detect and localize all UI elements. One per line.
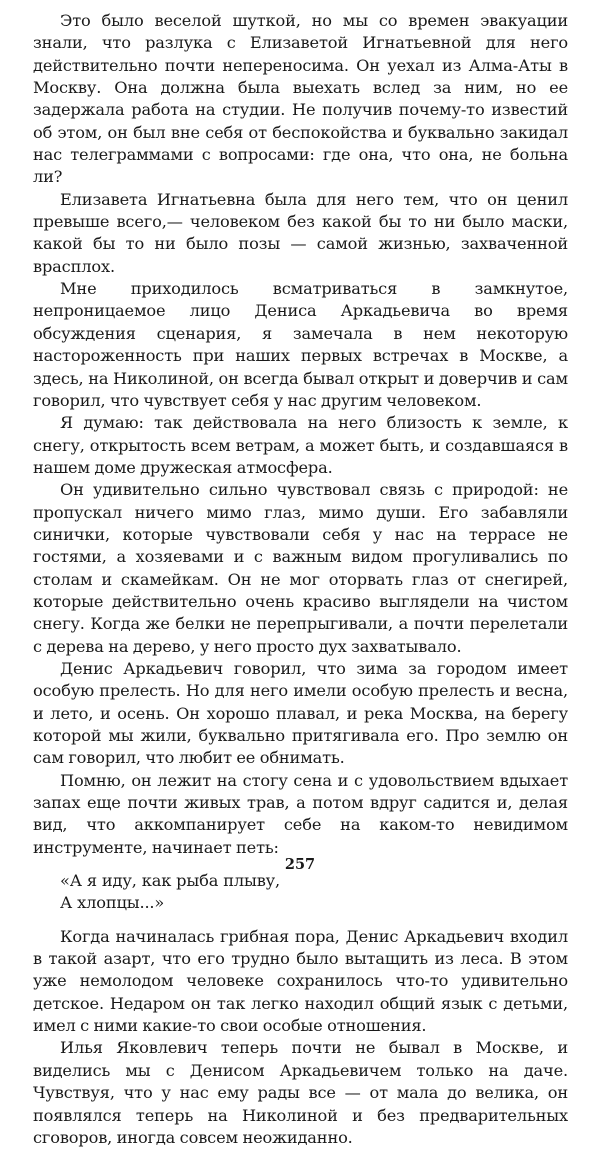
paragraph: Денис Аркадьевич говорил, что зима за городом имеет особую прелесть. Но для него имели особую прелесть и весна, и лето, и осень. Он хорошо плавал, и река Москва, на берегу которой мы жили, буквально притягивала его. Про землю он сам говорил, что любит ее обнимать.: [33, 658, 568, 768]
paragraph: Когда начиналась грибная пора, Денис Аркадьевич входил в такой азарт, что его трудно было вытащить из леса. В этом уже немолодом человеке сохранилось что-то удивительно детское. Недаром он так легко находил общий язык с детьми, имел с ними какие-то свои особые отношения.: [33, 926, 568, 1036]
song-line: А хлопцы...»: [60, 893, 165, 913]
song-quote: [60, 870, 568, 915]
paragraph: Елизавета Игнатьевна была для него тем, что он ценил превыше всего,— человеком без какой бы то ни было маски, какой бы то ни было позы — самой жизнью, захваченной врасплох.: [33, 189, 568, 276]
paragraph: Он удивительно сильно чувствовал связь с природой: не пропускал ничего мимо глаз, мимо души. Его забавляли синички, которые чувствовали себя у нас на террасе не гостями, а хозяевами и с важным видом прогуливались по столам и скамейкам. Он не мог оторвать глаз от снегирей, которые действительно очень красиво выглядели на чистом снегу. Когда же белки не перепрыгивали, а почти перелетали с дерева на дерево, у него просто дух захватывало.: [33, 480, 568, 656]
paragraph: Помню, он лежит на стогу сена и с удовольствием вдыхает запах еще почти живых трав, а потом вдруг садится и, делая вид, что аккомпанирует себе на каком-то невидимом инструменте, начинает петь:: [33, 770, 568, 857]
paragraph: Я думаю: так действовала на него близость к земле, к снегу, открытость всем ветрам, а может быть, и создавшаяся в нашем доме дружеская атмосфера.: [33, 413, 568, 477]
song-line: «А я иду, как рыба плыву,: [60, 871, 281, 891]
page-body: [33, 10, 568, 1149]
page-number: 257: [284, 856, 316, 873]
paragraph: Это было веселой шуткой, но мы со времен эвакуации знали, что разлука с Елизаветой Игнатьевной для него действительно почти непереносима. Он уехал из Алма-Аты в Москву. Она должна была выехать вслед за ним, но ее задержала работа на студии. Не получив почему-то известий об этом, он был вне себя от беспокойства и буквально закидал нас телеграммами с вопросами: где она, что она, не больна ли?: [33, 11, 568, 187]
paragraph: Илья Яковлевич теперь почти не бывал в Москве, и виделись мы с Денисом Аркадьевичем только на даче. Чувствуя, что у нас ему рады все — от мала до велика, он появлялся теперь на Николиной и без предварительных сговоров, иногда совсем неожиданно.: [33, 1038, 568, 1147]
paragraph: Мне приходилось всматриваться в замкнутое, непроницаемое лицо Дениса Аркадьевича во время обсуждения сценария, я замечала в нем некоторую настороженность при наших первых встречах в Москве, а здесь, на Николиной, он всегда бывал открыт и доверчив и сам говорил, что чувствует себя у нас другим человеком.: [33, 279, 568, 410]
